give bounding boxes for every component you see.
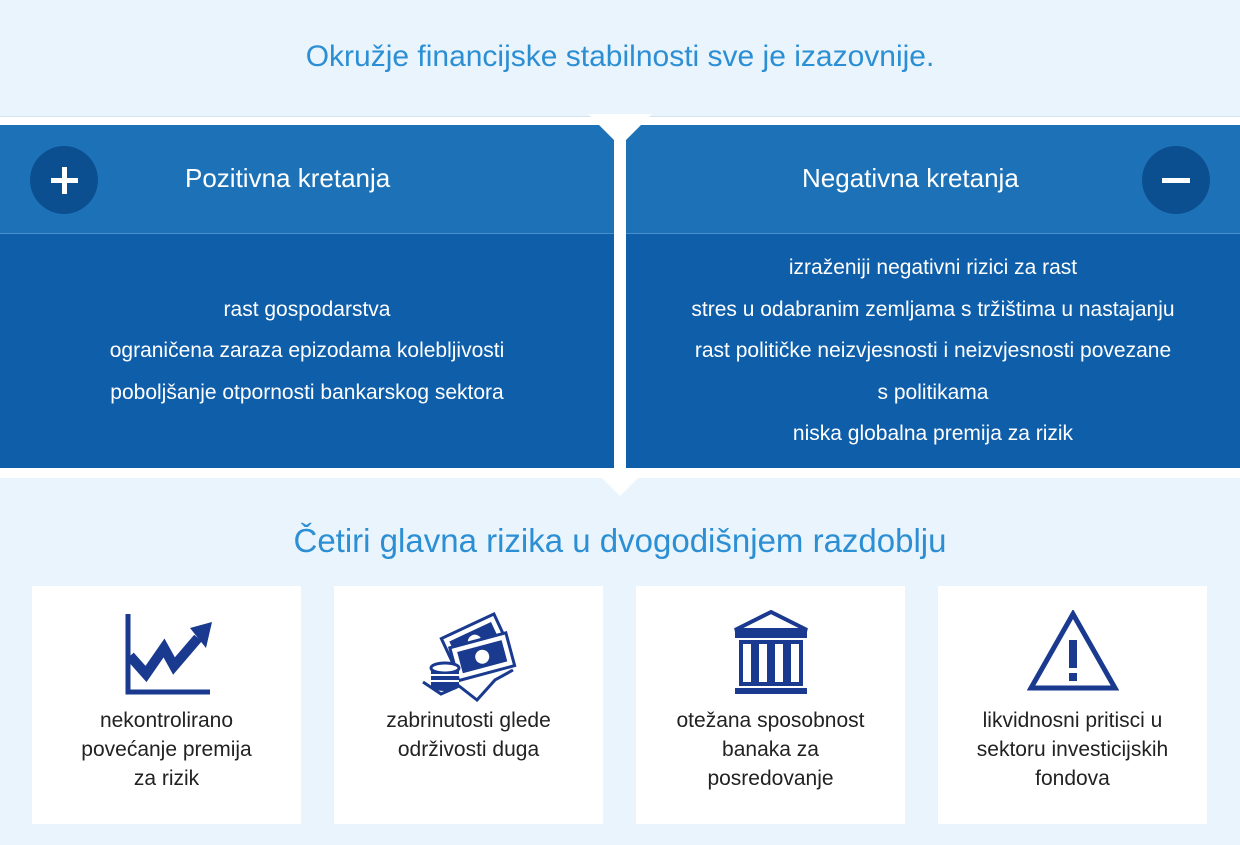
negative-list <box>626 234 1240 468</box>
negative-title: Negativna kretanja <box>802 163 1019 193</box>
bottom-notch-arrow <box>592 468 648 496</box>
risk-card-risk-premia <box>32 586 301 824</box>
positive-header <box>0 125 614 234</box>
negative-item: rast političke neizvjesnosti i neizvjesnosti povezane <box>694 339 1172 363</box>
minus-icon <box>1142 146 1210 214</box>
risk-card-label: zabrinutosti glede održivosti duga <box>386 709 551 761</box>
negative-header <box>626 125 1240 234</box>
negative-item: izraženiji negativni rizici za rast <box>788 256 1078 280</box>
negative-item: stres u odabranim zemljama s tržištima u nastajanju <box>691 297 1175 321</box>
positive-item: poboljšanje otpornosti bankarskog sektora <box>110 380 504 404</box>
intro-title: Okružje financijske stabilnosti sve je izazovnije. <box>305 40 935 73</box>
bank-building-icon <box>636 610 905 700</box>
risk-card-label: nekontrolirano povećanje premija za rizik <box>81 709 252 790</box>
risk-card-debt <box>334 586 603 824</box>
positive-list <box>0 234 614 468</box>
positive-item: rast gospodarstva <box>223 297 391 321</box>
risk-card-banks <box>636 586 905 824</box>
positive-title: Pozitivna kretanja <box>185 163 391 193</box>
rising-chart-icon <box>32 610 301 700</box>
column-divider <box>614 125 626 485</box>
risk-card-label: likvidnosni pritisci u sektoru investicijskih fondova <box>976 709 1169 790</box>
warning-triangle-icon <box>938 610 1207 700</box>
money-decline-icon <box>334 610 603 700</box>
negative-item: niska globalna premija za rizik <box>792 422 1074 446</box>
intro-panel <box>0 0 1240 117</box>
negative-developments-panel <box>626 125 1240 468</box>
positive-developments-panel <box>0 125 614 468</box>
positive-item: ograničena zaraza epizodama kolebljivosti <box>109 339 505 363</box>
plus-icon <box>30 146 98 214</box>
risks-title: Četiri glavna rizika u dvogodišnjem razdoblju <box>293 522 947 559</box>
risk-card-investment-funds <box>938 586 1207 824</box>
risks-panel <box>0 478 1240 845</box>
negative-item: s politikama <box>877 380 989 404</box>
risk-card-label: otežana sposobnost banaka za posredovanje <box>676 709 865 790</box>
